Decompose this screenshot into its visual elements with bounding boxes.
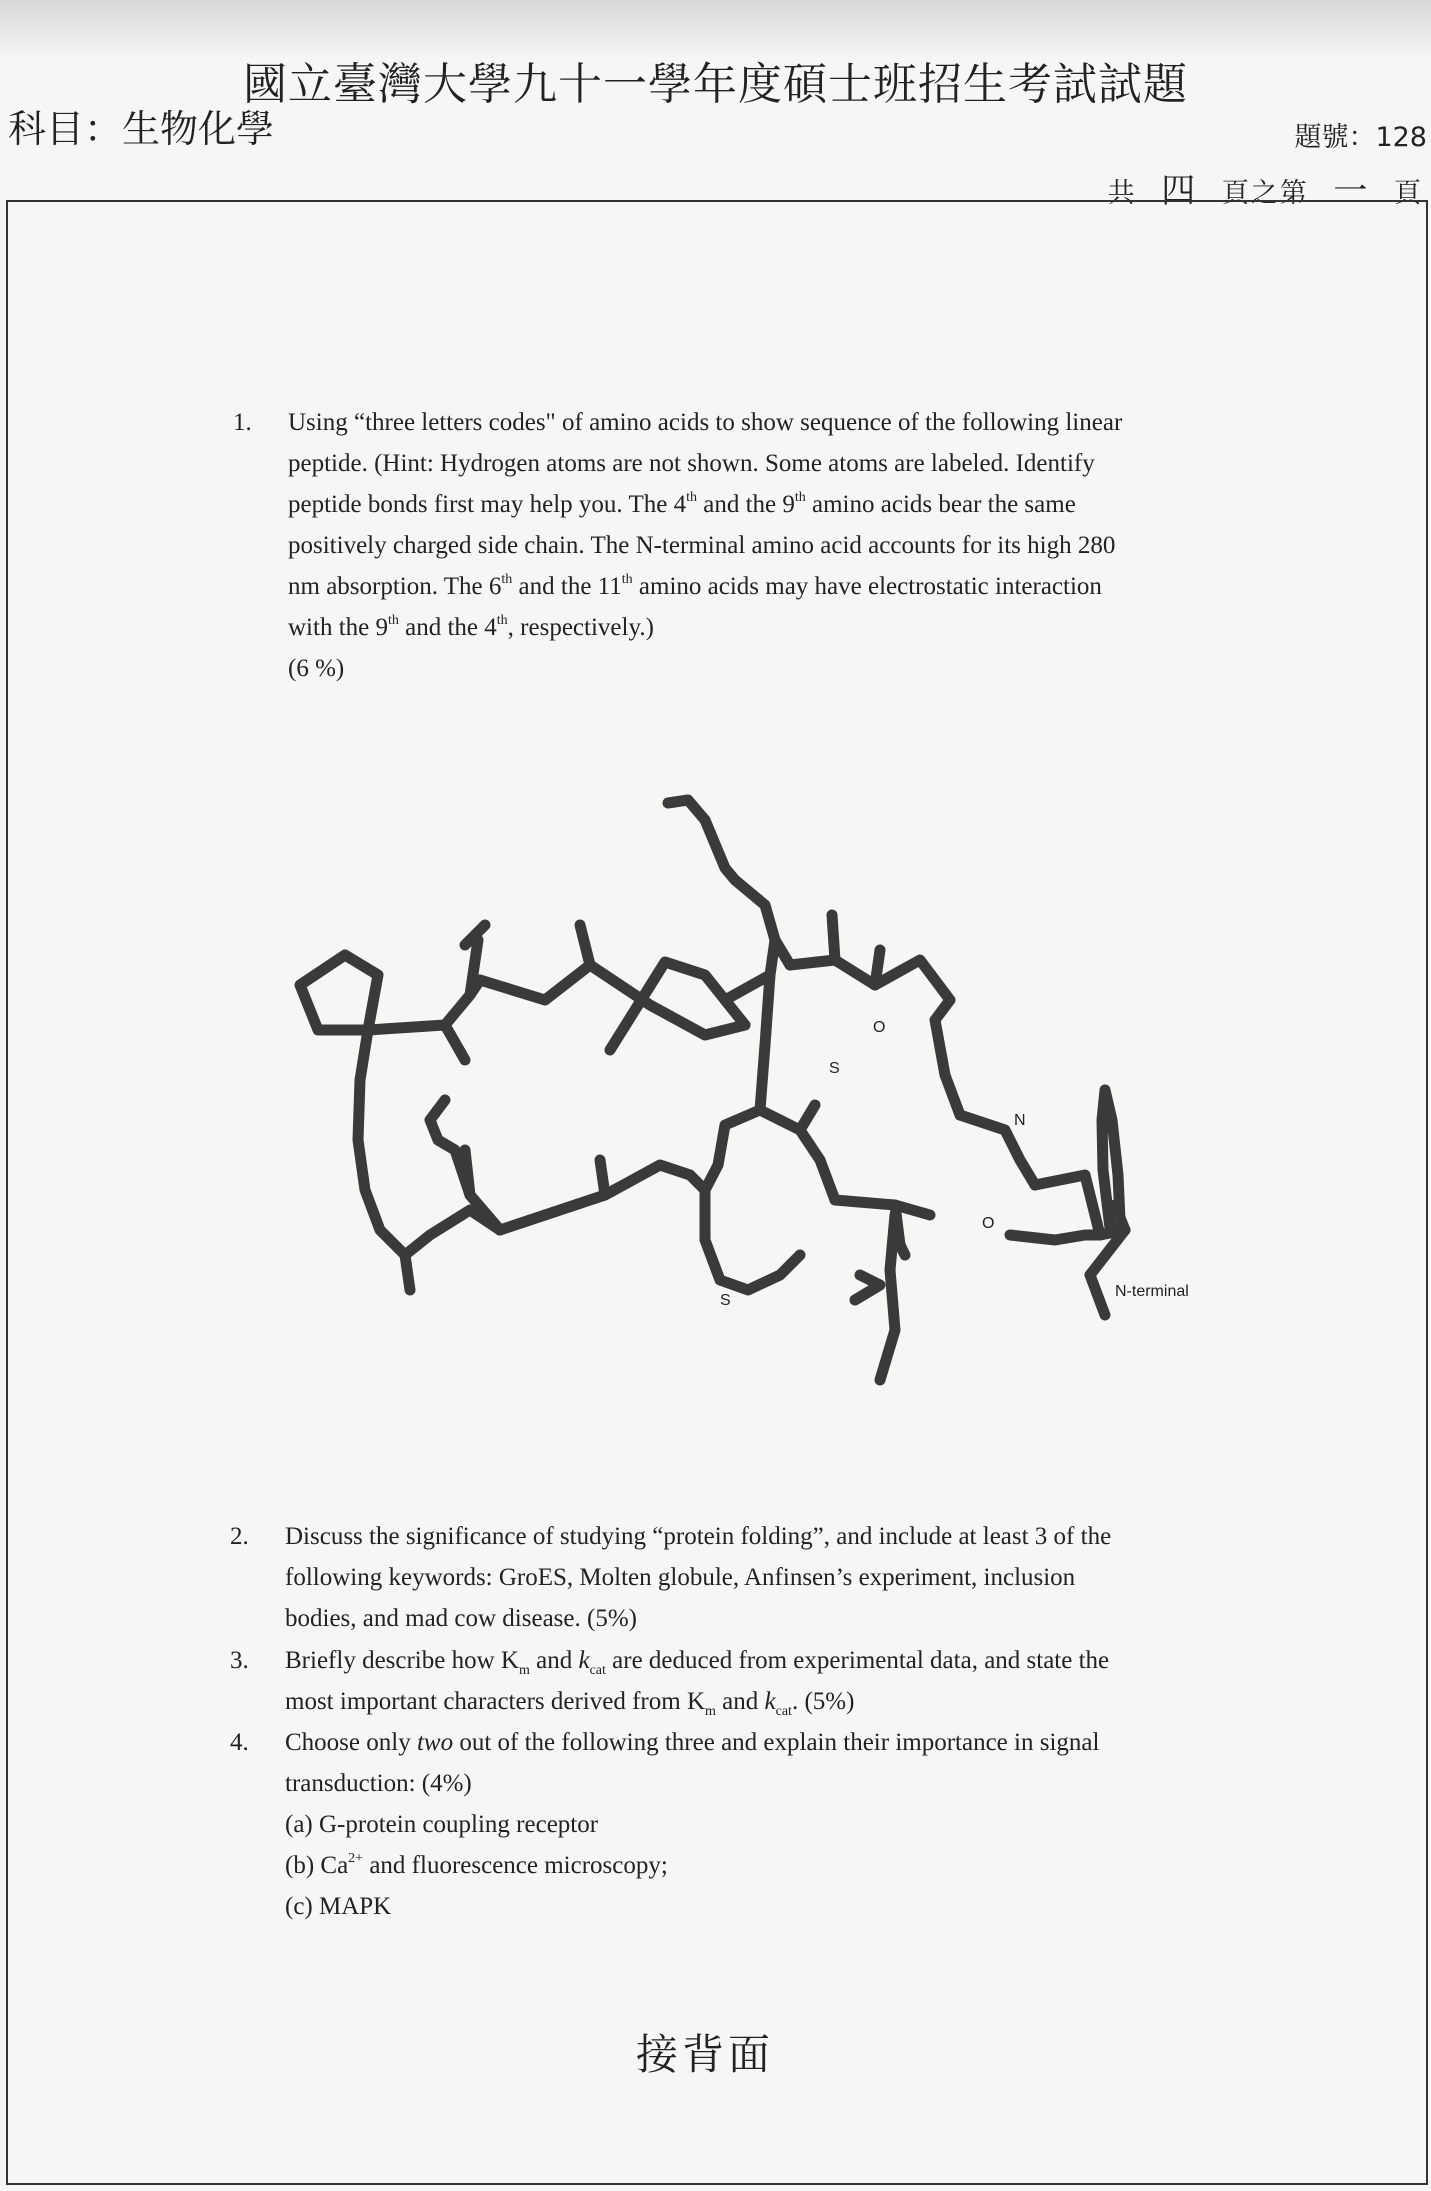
bond-side-sulfur <box>705 1190 800 1290</box>
bond-carbonyl <box>445 1025 465 1060</box>
q1-points: (6 %) <box>288 655 345 682</box>
subject-label: 科目：生物化學 <box>8 107 275 151</box>
bond-side-long <box>880 1215 895 1380</box>
question-number-1: 1. <box>233 409 252 436</box>
atom-label-n: N <box>1014 1112 1026 1129</box>
bond-chain <box>358 1030 368 1140</box>
exam-title: 國立臺灣大學九十一學年度碩士班招生考試試題 <box>243 59 1188 110</box>
q1-line: with the 9th and the 4th, respectively.) <box>288 612 654 641</box>
q2-line: following keywords: GroES, Molten globule, Anfinsen’s experiment, inclusion <box>285 1564 1076 1591</box>
pages-current: 一 <box>1333 171 1370 211</box>
bond-side-long <box>705 820 775 940</box>
q2-line: Discuss the significance of studying “protein folding”, and include at least 3 of the <box>285 1523 1112 1550</box>
question-2 <box>230 1516 1230 1639</box>
bond-side <box>610 962 745 1050</box>
q4-line: transduction: (4%) <box>285 1770 472 1797</box>
question-number-2: 2. <box>230 1523 249 1550</box>
question-number-4: 4. <box>230 1729 249 1756</box>
proline-ring <box>300 955 378 1030</box>
q3-line: Briefly describe how $K_m$ and $k_{cat}$ are deduced from experimental data, and state the <box>285 1647 1110 1678</box>
bond-side <box>725 940 790 1000</box>
question-number-3: 3. <box>230 1647 249 1674</box>
q1-line: nm absorption. The 6th and the 11th amino acids may have electrostatic interaction <box>288 571 1102 600</box>
q4-option-c: (c) MAPK <box>285 1893 392 1920</box>
bond-chain <box>545 1165 705 1215</box>
atom-label-o: O <box>982 1215 995 1232</box>
atom-label-o: O <box>873 1019 886 1036</box>
continue-on-back-note: 接背面 <box>636 2030 775 2079</box>
q1-line: Using “three letters codes" of amino acids to show sequence of the following linear <box>288 409 1123 436</box>
n-terminal-label: N-terminal <box>1115 1283 1189 1300</box>
bond-side-long <box>668 800 705 820</box>
q2-line: bodies, and mad cow disease. (5%) <box>285 1605 637 1632</box>
bond-nterm <box>1090 1275 1105 1315</box>
question-4-text <box>285 1722 1230 1927</box>
q4-option-b: (b) $Ca^{2+}$ and fluorescence microscopy; <box>285 1850 668 1879</box>
question-3-text <box>285 1640 1230 1722</box>
q1-line: peptide bonds first may help you. The 4th and the 9th amino acids bear the same <box>288 489 1076 518</box>
bond-carbonyl <box>405 1255 410 1290</box>
bond-side <box>855 1275 880 1300</box>
q4-line: Choose only two out of the following three and explain their importance in signal <box>285 1729 1100 1756</box>
question-number: 題號：128 <box>1294 122 1427 153</box>
pages-total: 四 <box>1161 171 1198 211</box>
q3-line: most important characters derived from $K_m$ and $k_{cat}$. (5%) <box>285 1688 855 1719</box>
atom-label-s: S <box>829 1060 840 1077</box>
pages-mid: 頁之第 <box>1221 178 1309 209</box>
atom-label-s: S <box>720 1292 731 1309</box>
question-4 <box>230 1722 1230 1927</box>
bond-chain <box>875 960 950 1000</box>
pages-pre: 共 <box>1107 178 1137 209</box>
bond-carbonyl <box>580 925 590 965</box>
bond-carbonyl <box>600 1160 605 1195</box>
q1-line: peptide. (Hint: Hydrogen atoms are not shown. Some atoms are labeled. Identify <box>288 450 1095 477</box>
bond-chain <box>935 1000 960 1115</box>
q1-line: positively charged side chain. The N-terminal amino acid accounts for its high 280 <box>288 532 1116 559</box>
bond-chain <box>480 965 590 1000</box>
bond-carbonyl <box>800 1105 815 1130</box>
question-2-text <box>285 1516 1230 1639</box>
pages-post: 頁 <box>1394 178 1423 209</box>
bond-chain <box>368 980 480 1030</box>
q4-option-a: (a) G-protein coupling receptor <box>285 1811 599 1838</box>
question-3 <box>230 1640 1230 1722</box>
